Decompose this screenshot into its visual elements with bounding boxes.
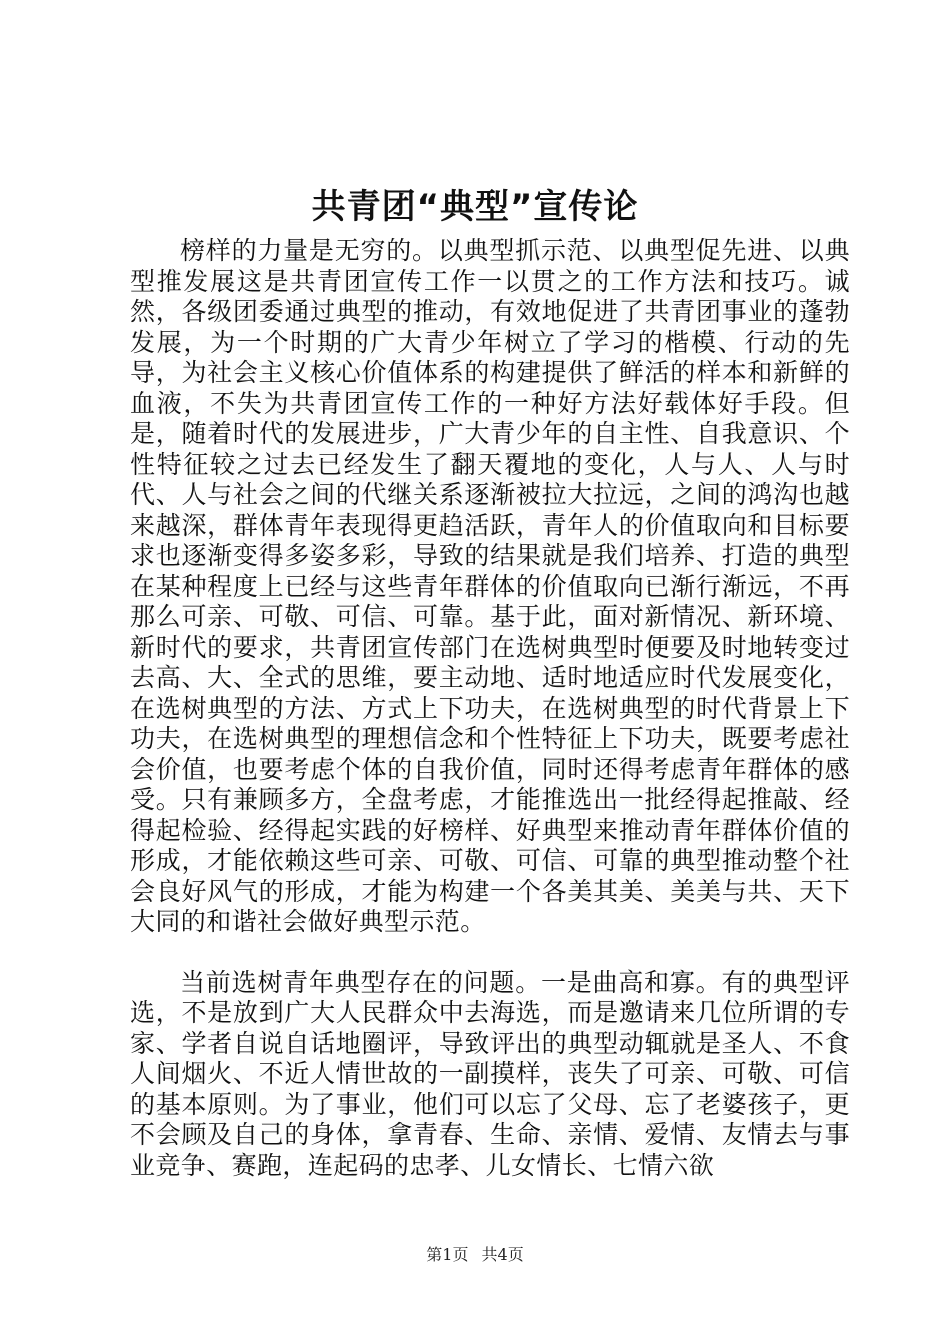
document-body (130, 236, 850, 1181)
paragraph: 榜样的力量是无穷的。以典型抓示范、以典型促先进、以典型推发展这是共青团宣传工作一以贯之的工作方法和技巧。诚然，各级团委通过典型的推动，有效地促进了共青团事业的蓬勃发展，为一个时期的广大青少年树立了学习的楷模、行动的先导，为社会主义核心价值体系的构建提供了鲜活的样本和新鲜的血液，不失为共青团宣传工作的一种好方法好载体好手段。但是，随着时代的发展进步，广大青少年的自主性、自我意识、个性特征较之过去已经发生了翻天覆地的变化，人与人、人与时代、人与社会之间的代继关系逐渐被拉大拉远，之间的鸿沟也越来越深，群体青年表现得更趋活跃，青年人的价值取向和目标要求也逐渐变得多姿多彩，导致的结果就是我们培养、打造的典型在某种程度上已经与这些青年群体的价值取向已渐行渐远，不再那么可亲、可敬、可信、可靠。基于此，面对新情况、新环境、新时代的要求，共青团宣传部门在选树典型时便要及时地转变过去高、大、全式的思维，要主动地、适时地适应时代发展变化，在选树典型的方法、方式上下功夫，在选树典型的时代背景上下功夫，在选树典型的理想信念和个性特征上下功夫，既要考虑社会价值，也要考虑个体的自我价值，同时还得考虑青年群体的感受。只有兼顾多方，全盘考虑，才能推选出一批经得起推敲、经得起检验、经得起实践的好榜样、好典型来推动青年群体价值的形成，才能依赖这些可亲、可敬、可信、可靠的典型推动整个社会良好风气的形成，才能为构建一个各美其美、美美与共、天下大同的和谐社会做好典型示范。 (130, 236, 850, 936)
page-number: 第1页 (426, 1245, 469, 1264)
paragraph: 当前选树青年典型存在的问题。一是曲高和寡。有的典型评选，不是放到广大人民群众中去海选，而是邀请来几位所谓的专家、学者自说自话地圈评，导致评出的典型动辄就是圣人、不食人间烟火、不近人情世故的一副摸样，丧失了可亲、可敬、可信的基本原则。为了事业，他们可以忘了父母、忘了老婆孩子，更不会顾及自己的身体，拿青春、生命、亲情、爱情、友情去与事业竞争、赛跑，连起码的忠孝、儿女情长、七情六欲 (130, 967, 850, 1180)
document-title: 共青团“典型”宣传论 (311, 187, 639, 227)
page-footer (0, 1244, 950, 1266)
page-total: 共4页 (481, 1245, 524, 1264)
